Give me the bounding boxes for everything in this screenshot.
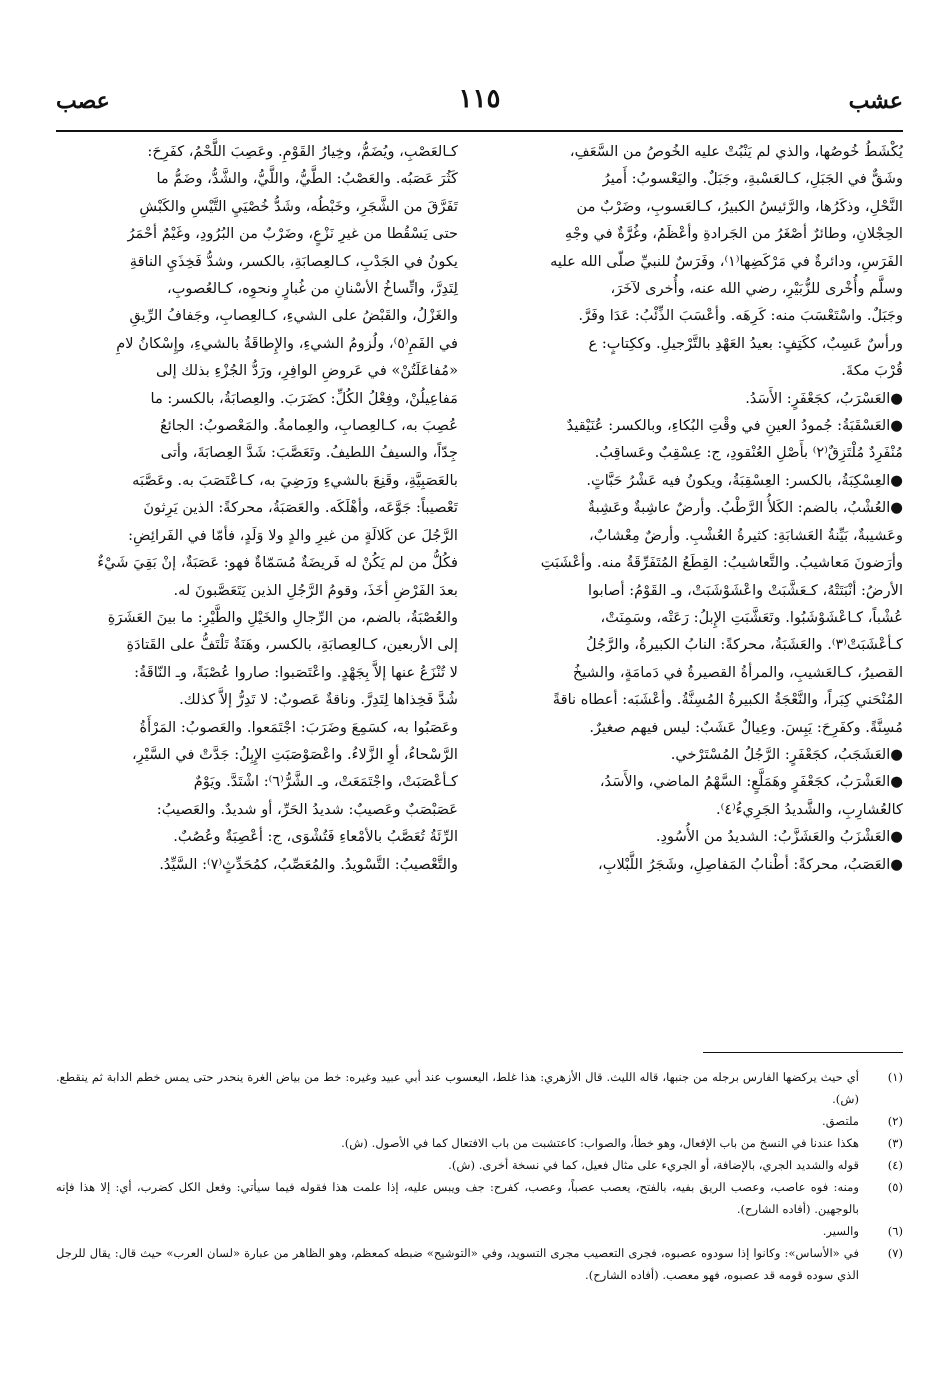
text-line: لا تُنْزَعُ عنها إلاَّ بِجَهْدٍ. واعْتَصَبوا: صاروا عُصْبَةً، وـ النّاقَةُ: — [134, 663, 458, 681]
text-line: ●العِسْكِبَةُ، بالكسر: العِسْقِبَةُ، ويكونُ فيه عَشْرُ حَبَّاتٍ. — [586, 471, 903, 489]
text-line: ●العَشْرَبُ، كجَعْفَرٍ وهَمَلَّعٍ: السَّهْمُ الماضي، والأَسَدُ، — [599, 773, 903, 791]
text-line: ●العَسْقَبَةُ: جُمودُ العينِ في وقْتِ البُكاءِ، وبالكسر: عُنَيْقيدٌ — [566, 417, 903, 435]
text-line: يكونُ في الجَدْبِ، كـالعِصابَةِ، بالكسر، وشدُّ فَخِذَيِ الناقةِ — [129, 252, 458, 270]
footnote-text: والسير. — [822, 1224, 859, 1238]
text-line: ●العَصَبُ، محركةً: أطْنابُ المَفاصِلِ، وشَجَرُ اللَّبْلابِ، — [598, 855, 903, 873]
footnote-number: (٧) — [887, 1246, 903, 1260]
text-line: كـأعْشَبَتْ⁽٣⁾. والعَشَبَةُ، محركةً: النابُ الكبيرةُ، والرَّجُلُ — [585, 636, 903, 654]
footnote-number: (٢) — [887, 1114, 903, 1128]
text-line: شُدَّ فَخِذاها لِتَدِرَّ. وناقةٌ عَصوبٌ: لا تَدِرُّ إلاَّ كذلك. — [179, 691, 458, 709]
text-line: قُرْبَ مكةَ. — [841, 362, 903, 380]
footnotes — [56, 1066, 903, 1286]
footnote — [56, 1110, 903, 1132]
text-line: تَفَرَّقَ من الشَّجَرِ، وخَبْطُه، وشَدُّ خُصْيَيِ التَّيْسِ والكَبْشِ — [139, 197, 458, 215]
text-line: وشَقٌّ في الجَبَلِ، كـالعَسْبةِ، وجَبَلٌ. واليَعْسوبُ: أَميرُ — [602, 170, 903, 188]
text-line: ورأسٌ عَسِبٌ، ككَتِفٍ: بعيدُ العَهْدِ بالتَّرْجيلِ. وككِتابٍ: ع — [588, 334, 903, 352]
text-line: الرِّئَةُ تُعَصَّبُ بالأمْعاءِ فَتُشْوَى، ج: أعْصِبَةٌ وعُصُبٌ. — [173, 828, 458, 846]
text-line: بالعَصَبِيَّةِ، وقَنِعَ بالشيءِ ورَضِيَ به، كـاعْتَصَبَ به. وعَصَّبَه — [132, 471, 458, 489]
text-line: القصيرُ، كـالعَشيبِ، والمرأةُ القصيرةُ في دَمامَةٍ، والشيخُ — [572, 663, 903, 681]
footnote-rule — [703, 1052, 903, 1053]
text-line: عُشْباً، كـاعْشَوْشَبُوا. وتَعَشَّبَتِ الإِبلُ: رَعَتْه، وسَمِنَتْ، — [600, 608, 903, 626]
text-line: المُنْحَني كِبَراً، والنَّعْجَةُ الكبيرةُ المُسِنَّةُ. وأعْشَبَه: أعطاه ناقةً — [552, 691, 903, 709]
page-header — [56, 84, 903, 124]
footnote-text: في «الأساس»: وكانوا إذا سودوه عصبوه، فجرى التعصيب مجرى التسويد، وفي «التوشيح» ضبطه كمعظم، وهو الظاهر من عبارة «لسان العرب» حيث قال: يقال للرجل الذي سوده قومه قد عصبوه، فهو معصب. (أفاده الشارح). — [56, 1246, 859, 1282]
text-line: والغَزْلُ، والقَبْضُ على الشيءِ، كـالعِصابِ، وجَفافُ الرِّيقِ — [129, 307, 458, 325]
text-line: ●العَشَجَبُ، كجَعْفَرٍ: الرَّجُلُ المُسْتَرْخي. — [670, 745, 903, 763]
text-line: بعدَ الفَرْضِ أخَذَ، وقومُ الرَّجُلِ الذين يَتَعَصَّبونَ له. — [173, 581, 458, 599]
text-line: تَعْصيباً: جَوَّعَه، وأهْلَكَه. والعَصَبَةُ، محركةً: الذين يَرِثونَ — [143, 499, 458, 517]
footnote — [56, 1220, 903, 1242]
left-running-headword: عصب — [56, 88, 110, 114]
text-line: الرَّسْحاءُ، أوِ الزَّلاءُ. واعْصَوْصَبَتِ الإِبِلُ: جَدَّتْ في السَّيْرِ، — [132, 745, 458, 763]
footnote — [56, 1242, 903, 1286]
left-text-column — [56, 138, 458, 878]
footnote — [56, 1176, 903, 1220]
text-line: كـأعْصَبَتْ، واجْتَمَعَتْ، وـ الشَّرُّ⁽٦⁾: اشْتَدَّ. ويَوْمٌ — [193, 773, 458, 791]
right-running-headword: عشب — [848, 88, 903, 114]
text-line: عَصَبْصَبٌ وعَصيبٌ: شديدُ الحَرِّ، أو شديدٌ. والعَصيبُ: — [156, 800, 458, 818]
text-line: مُسِنَّةً. وكفَرِحَ: يَبِسَ. وعِيالٌ عَشَبٌ: ليس فيهم صغيرٌ. — [589, 718, 903, 736]
footnote-number: (٣) — [887, 1136, 903, 1150]
text-line: وعَصَبُوا به، كسَمِعَ وضَرَبَ: اجْتَمَعوا. والعَصوبُ: المَرْأَةُ — [139, 718, 458, 736]
footnote-number: (١) — [887, 1070, 903, 1084]
text-line: والعُصْبَةُ، بالضم، من الرِّجالِ والخَيْلِ والطَّيْرِ: ما بينَ العَشَرَةِ — [107, 608, 458, 626]
text-line: مُنْفَرِدٌ مُلْتَزِقٌ⁽٢⁾ بأَصْلِ العُنْقودِ، ج: عِسْقِبٌ وعَساقِبُ. — [594, 444, 903, 462]
text-line: النَّحْلِ، وذكَرُها، والرَّئيسُ الكبيرُ، كـالعَسوبِ، وضَرْبٌ من — [576, 197, 903, 215]
text-line: عُصِبَ به، كـالعِصابِ، والعِمامةُ. والمَعْصوبُ: الجائعُ — [159, 417, 458, 435]
text-line: الحِجْلانِ، وطائرٌ أصْغَرُ من الجَرادةِ وأعْظَمُ، وغُرَّةٌ في وجْهِ — [564, 225, 903, 243]
text-line: ●العَسْرَبُ، كجَعْفَرٍ: الأَسَدُ. — [745, 389, 903, 407]
text-line: لِتَدِرَّ، واتِّساخُ الأسْنانِ من غُبارٍ ونحوِه، كـالعُصوبِ، — [166, 280, 458, 298]
text-line: فكُلُّ من لم يَكُنْ له فَريضَةٌ مُسَمّاةٌ فهو: عَصَبَةٌ، إنْ بَقِيَ شَيْءٌ — [97, 554, 458, 572]
footnote-text: ملتصق. — [822, 1114, 859, 1128]
text-line: الرَّجُلَ عن كَلالَةٍ من غيرِ والدٍ ولا وَلَدٍ، فأمّا في الفَرائِضِ: — [128, 526, 458, 544]
text-line: الأرضُ: أنْبَتَتْهُ، كـعَشَّبَتْ واعْشَوْشَبَتْ، وـ القَوْمُ: أصابوا — [588, 581, 903, 599]
header-rule — [56, 130, 903, 132]
footnote-text: ومنه: فوه عاصب، وعصب الريق بفيه، بالفتح، يعصب عصباً، وعصب، كفرح: جف ويبس عليه، إذا علمت هذا فقوله فيما سيأتي: وفعل الكل كضرب، أي: إلا هذا فإنه بالوجهين. (أفاده الشارح). — [56, 1180, 859, 1216]
text-line: إلى الأربعين، كـالعِصابَةِ، بالكسر، وهَنَةٌ تَلْتَفُّ على القَتادَةِ — [126, 636, 458, 654]
footnote — [56, 1066, 903, 1110]
text-line: جِدّاً، والسيفُ اللطيفُ. وتَعَصَّبَ: شَدَّ العِصابَةَ، وأتى — [160, 444, 458, 462]
page-number: ١١٥ — [458, 84, 501, 114]
text-line: كالعُشارِبِ، والشَّديدُ الجَرِيءُ⁽٤⁾. — [716, 800, 903, 818]
text-line: كـالعَصْبِ، ويُضَمُّ، وخِيارُ القَوْمِ. وعَصِبَ اللَّحْمُ، كفَرِحَ: — [147, 143, 458, 160]
text-line: حتى يَسْقُطا من غيرِ نَزْعٍ، وضَرْبٌ من البُرُودِ، وغَيْمٌ أحْمَرُ — [127, 225, 458, 243]
footnote-text: قوله والشديد الجري، بالإضافة، أو الجريء على مثال فعيل، كما في نسخة أخرى. (ش). — [448, 1158, 859, 1172]
footnote-number: (٤) — [887, 1158, 903, 1172]
text-line: وجَبَلٌ. واسْتَعْسَبَ منه: كَرِهَه. وأعْسَبَ الذِّئْبُ: عَدَا وفَرَّ. — [578, 307, 903, 325]
text-line: في الفَمِ⁽٥⁾، ولُزومُ الشيءِ، والإِطاقَةُ بالشيءِ، وإِسْكانُ لامِ — [116, 334, 458, 352]
footnote — [56, 1154, 903, 1176]
text-line: الفَرَسِ، ودائرةٌ في مَرْكَضِها⁽١⁾، وفَرَسٌ للنبيِّ صلّى الله عليه — [550, 252, 903, 270]
text-line: «مُفاعَلَتُنْ» في عَروضِ الوافِرِ، ورَدُّ الجُزْءِ بذلك إلى — [155, 362, 458, 380]
footnote — [56, 1132, 903, 1154]
text-line: وأرَضونَ مَعاشيبُ. والتَّعاشيبُ: القِطَعُ المُتَفَرِّقَةُ منه. وأعْشَبَتِ — [540, 554, 903, 572]
text-line: مَفاعِيلُنْ، وفِعْلُ الكُلِّ: كضَرَبَ. والعِصابَةُ، بالكسر: ما — [150, 389, 458, 407]
text-line: ●العَشْزَبُ والعَشَزَّبُ: الشديدُ من الأُسُودِ. — [655, 828, 903, 846]
right-text-column — [501, 138, 903, 878]
text-line: وسلَّم وأُخْرى للزُّبَيْرِ، رضي الله عنه، وأُخرى لآخَرَ، — [610, 280, 903, 298]
footnote-number: (٦) — [887, 1224, 903, 1238]
footnote-text: هكذا عندنا في النسخ من باب الإفعال، وهو خطأ، والصواب: كاعتشبت من باب الافتعال كما في الأصول. (ش). — [341, 1136, 859, 1150]
text-line: ●العُشْبُ، بالضم: الكَلأُ الرَّطْبُ. وأرضٌ عاشِبةٌ وعَشِبةٌ — [587, 499, 903, 517]
text-line: وعَشيبةٌ، بَيِّنةُ العَشابَةِ: كثيرةُ العُشْبِ. وأرضٌ مِعْشابٌ، — [588, 526, 903, 544]
footnote-number: (٥) — [887, 1180, 903, 1194]
footnote-text: أي حيث يركضها الفارس برجله من جنبها، قاله الليث. قال الأزهري: هذا غلط، اليعسوب عند أبي عبيد وغيره: خط من بياض الغرة ينحدر حتى يمس خطم الدابة ثم ينقطع. (ش). — [56, 1070, 859, 1106]
text-line: والتَّعْصيبُ: التَّسْويدُ. والمُعَصِّبُ، كمُحَدِّثٍ⁽٧⁾: السَّيِّدُ. — [159, 855, 458, 873]
text-line: يُكْشَطُ خُوصُها، والذي لم يَنْبُتْ عليه الخُوصُ من السَّعَفِ، — [569, 143, 903, 160]
text-line: كَثُرَ عَصَبُه. والعَصْبُ: الطَّيُّ، واللَّيُّ، والشَّدُّ، وضَمُّ ما — [156, 170, 458, 188]
